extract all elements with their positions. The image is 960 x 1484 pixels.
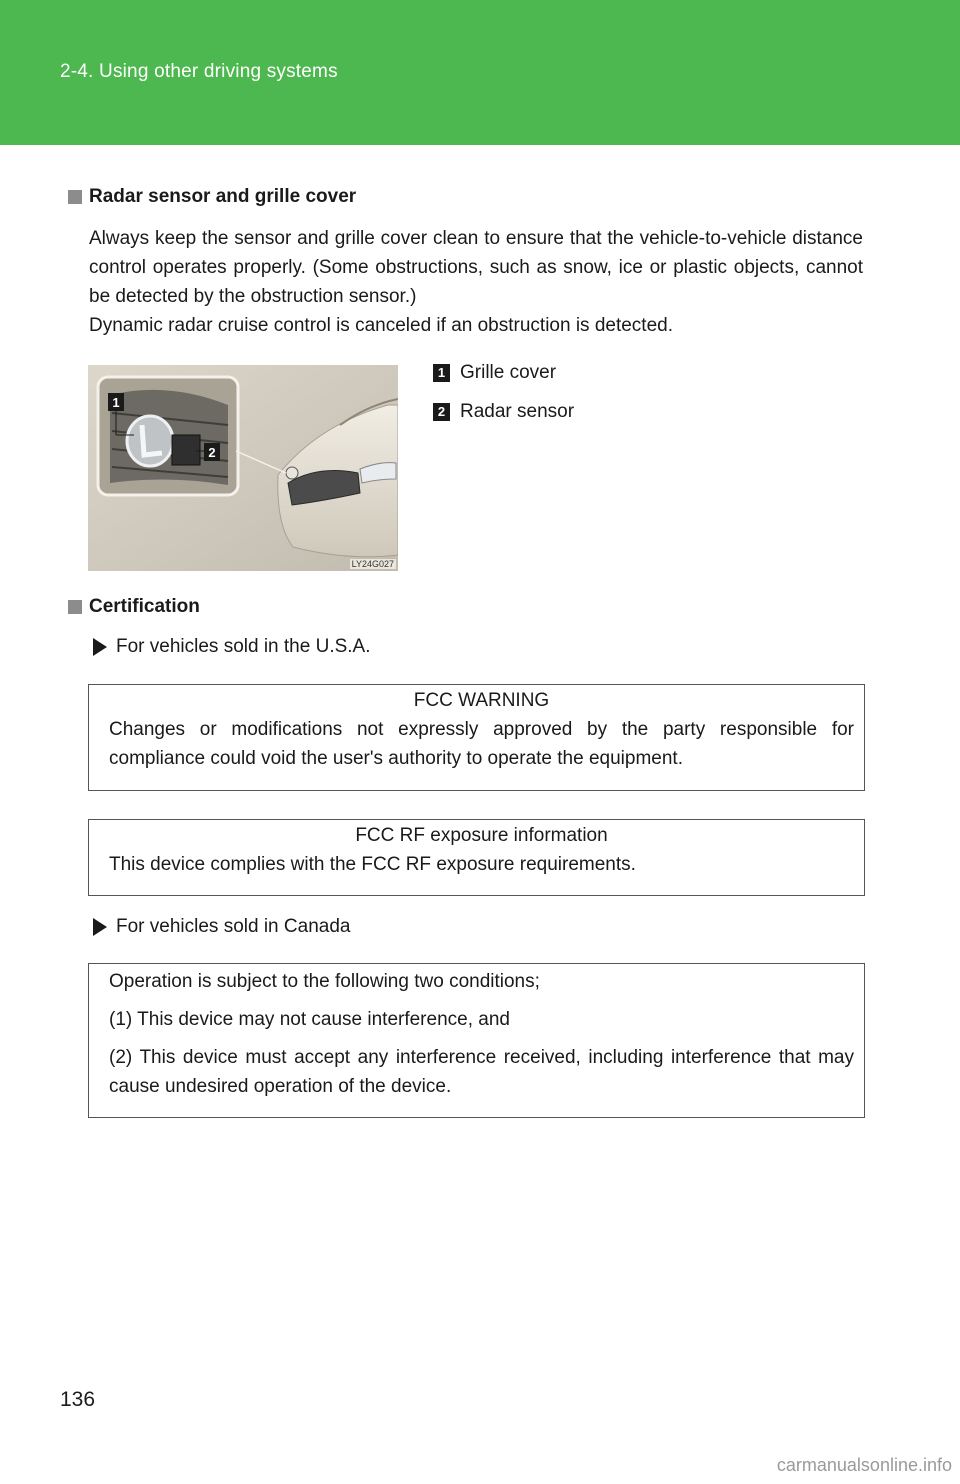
chapter-header-band (0, 0, 960, 145)
grille-radar-illustration (88, 365, 398, 571)
fcc-warning-text: Changes or modifications not expressly approved by the party responsible for compliance could void the user's authority to operate the equipment. (109, 719, 854, 769)
radar-cancel-paragraph: Dynamic radar cruise control is canceled if an obstruction is detected. (89, 315, 673, 336)
legend-label: Radar sensor (460, 401, 575, 422)
page-number: 136 (60, 1388, 96, 1411)
legend-item-radar-sensor (433, 401, 574, 423)
canada-box (88, 963, 865, 1118)
radar-section-heading (68, 186, 356, 208)
canada-condition-2: (2) This device must accept any interference received, including interference that may cause undesired operation of the device. (109, 1047, 854, 1097)
canada-item (93, 916, 350, 938)
certification-heading (68, 596, 200, 618)
radar-section-title: Radar sensor and grille cover (89, 186, 357, 207)
figure-code: LY24G027 (351, 559, 394, 569)
number-2-icon: 2 (433, 403, 450, 421)
chapter-title: 2-4. Using other driving systems (60, 61, 338, 82)
usa-label: For vehicles sold in the U.S.A. (116, 636, 371, 657)
fcc-rf-box (88, 819, 865, 896)
car-front-illustration (88, 365, 398, 571)
callout-2-label: 2 (208, 445, 216, 460)
fcc-rf-title: FCC RF exposure information (355, 825, 608, 846)
canada-condition-1: (1) This device may not cause interference, and (109, 1009, 510, 1030)
canada-conditions-intro: Operation is subject to the following two conditions; (109, 971, 540, 992)
number-1-icon: 1 (433, 364, 450, 382)
triangle-arrow-icon (93, 918, 107, 936)
usa-item (93, 636, 371, 658)
certification-title: Certification (89, 596, 200, 617)
callout-1-label: 1 (112, 395, 120, 410)
watermark: carmanualsonline.info (776, 1455, 952, 1475)
fcc-rf-text: This device complies with the FCC RF exposure requirements. (109, 854, 636, 875)
radar-paragraph: Always keep the sensor and grille cover clean to ensure that the vehicle-to-vehicle distance control operates properly. (Some obstructions, such as snow, ice or plastic objects, cannot be detected by the obstruction sensor.) (89, 228, 863, 307)
canada-label: For vehicles sold in Canada (116, 916, 351, 937)
fcc-warning-box (88, 684, 865, 791)
square-bullet-icon (68, 190, 82, 204)
fcc-warning-title: FCC WARNING (413, 690, 550, 711)
triangle-arrow-icon (93, 638, 107, 656)
legend-label: Grille cover (460, 362, 557, 383)
square-bullet-icon (68, 600, 82, 614)
legend-item-grille-cover (433, 362, 556, 384)
